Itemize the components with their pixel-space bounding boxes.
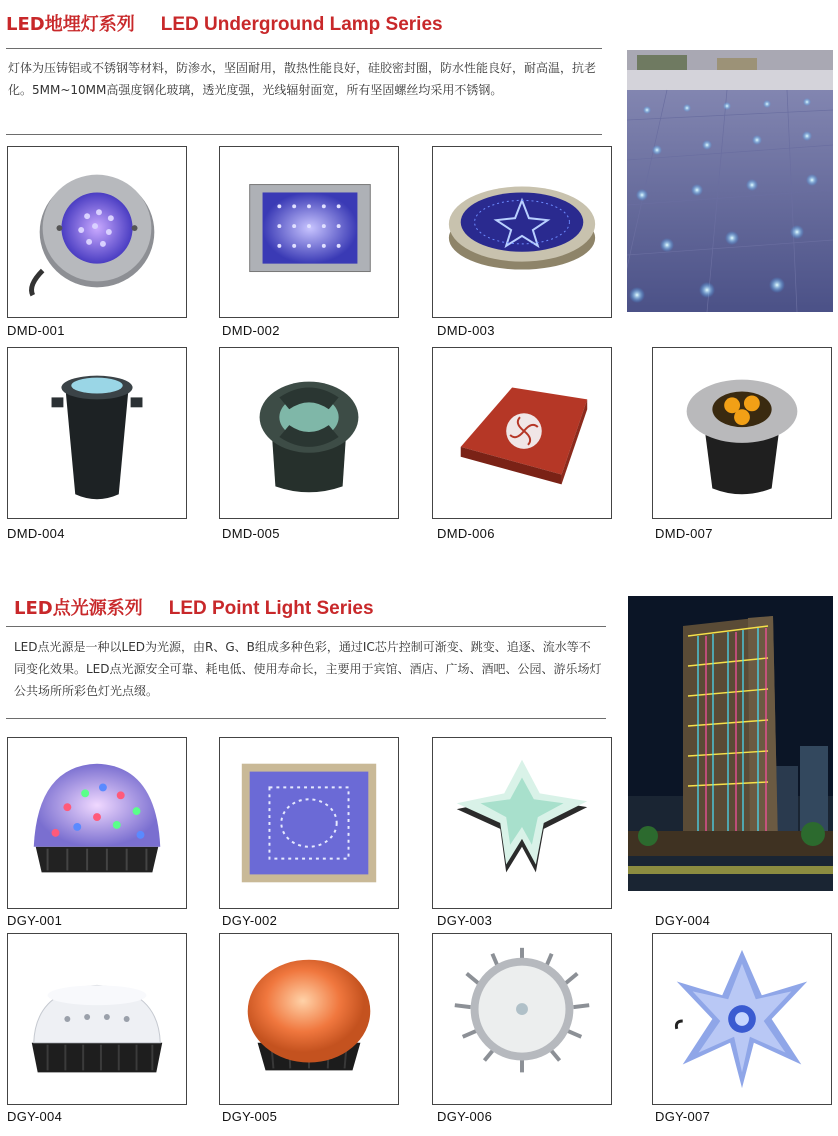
product-image-dmd-004 [7, 347, 187, 519]
product-code-dgy-007: DGY-007 [655, 1109, 711, 1124]
square-point-light-icon [220, 738, 398, 908]
product-image-dmd-007 [652, 347, 832, 519]
clear-dome-point-light-icon [8, 934, 186, 1104]
product-image-dmd-001 [7, 146, 187, 318]
product-image-dmd-005 [219, 347, 399, 519]
section1-bottom-rule [6, 134, 602, 135]
product-code-dgy-003: DGY-003 [437, 913, 493, 928]
three-led-underground-lamp-icon [653, 348, 831, 518]
round-underground-lamp-icon [8, 147, 186, 317]
section1-title-cn: LED地埋灯系列 [6, 14, 135, 35]
product-code-dgy-004-photo: DGY-004 [655, 913, 711, 928]
product-code-dmd-007: DMD-007 [655, 526, 713, 541]
section2-title-en: LED Point Light Series [168, 598, 374, 619]
product-image-dgy-001 [7, 737, 187, 909]
star-point-light-icon [433, 738, 611, 908]
cross-point-light-icon [653, 934, 831, 1104]
product-image-dmd-006 [432, 347, 612, 519]
product-code-dgy-001: DGY-001 [7, 913, 63, 928]
product-code-dgy-005: DGY-005 [222, 1109, 278, 1124]
section2-title-cn: LED点光源系列 [14, 598, 143, 619]
product-code-dmd-004: DMD-004 [7, 526, 65, 541]
product-code-dmd-002: DMD-002 [222, 323, 280, 338]
cylinder-underground-lamp-icon [8, 348, 186, 518]
section1-title-en: LED Underground Lamp Series [160, 14, 443, 35]
product-image-dgy-007 [652, 933, 832, 1105]
product-image-dgy-006 [432, 933, 612, 1105]
product-image-dmd-003 [432, 146, 612, 318]
product-code-dmd-005: DMD-005 [222, 526, 280, 541]
section2-bottom-rule [6, 718, 606, 719]
product-image-dgy-004 [7, 933, 187, 1105]
rgb-dome-point-light-icon [8, 738, 186, 908]
orange-dome-point-light-icon [220, 934, 398, 1104]
section1-top-rule [6, 48, 602, 49]
square-underground-lamp-icon [220, 147, 398, 317]
product-code-dgy-002: DGY-002 [222, 913, 278, 928]
round-star-underground-lamp-icon [433, 147, 611, 317]
red-tile-lamp-icon [433, 348, 611, 518]
section2-description: LED点光源是一种以LED为光源，由R、G、B组成多种色彩，通过IC芯片控制可渐变、跳变、追逐、流水等不同变化效果。LED点光源安全可靠、耗电低、使用寿命长，主要用于宾馆、酒店、广场、酒吧、公园、游乐场灯公共场所所彩色灯光点缀。 [14, 640, 602, 698]
shielded-underground-lamp-icon [220, 348, 398, 518]
plaza-underground-lights-photo [627, 50, 833, 312]
product-code-dmd-003: DMD-003 [437, 323, 495, 338]
building-photo-icon [628, 596, 833, 891]
product-code-dmd-001: DMD-001 [7, 323, 65, 338]
finned-point-light-icon [433, 934, 611, 1104]
product-image-dmd-002 [219, 146, 399, 318]
product-image-dgy-002 [219, 737, 399, 909]
product-image-dgy-003 [432, 737, 612, 909]
section1-description: 灯体为压铸铝或不锈钢等材料，防渗水，坚固耐用，散热性能良好，硅胶密封圈，防水性能良好，耐高温，抗老化。5MM~10MM高强度钢化玻璃，透光度强，光线辐射面宽，所有坚固螺丝均采用不锈钢。 [8, 61, 597, 97]
product-code-dgy-004: DGY-004 [7, 1109, 63, 1124]
section2-title [14, 594, 374, 620]
section2-top-rule [6, 626, 606, 627]
product-code-dgy-006: DGY-006 [437, 1109, 493, 1124]
product-code-dmd-006: DMD-006 [437, 526, 495, 541]
section1-title [6, 10, 443, 36]
product-image-dgy-005 [219, 933, 399, 1105]
building-photo [628, 596, 833, 891]
